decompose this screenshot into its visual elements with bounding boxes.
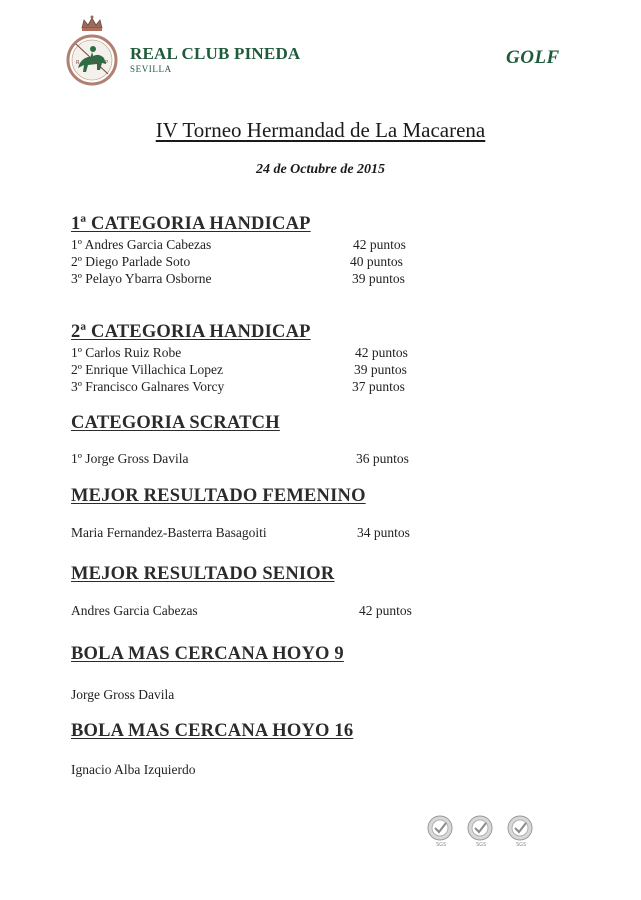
section-heading: MEJOR RESULTADO SENIOR (71, 564, 335, 584)
section-heading: BOLA MAS CERCANA HOYO 9 (71, 644, 344, 664)
result-points: 39 puntos (352, 271, 405, 286)
tournament-date: 24 de Octubre de 2015 (255, 162, 386, 177)
sport-label: GOLF (506, 47, 560, 68)
result-name: 1º Jorge Gross Davila (71, 451, 189, 466)
result-points: 36 puntos (356, 451, 409, 466)
result-name: 3º Francisco Galnares Vorcy (71, 379, 225, 394)
result-points: 42 puntos (359, 603, 412, 618)
club-name: REAL CLUB PINEDA (130, 44, 301, 63)
result-name: 1º Andres Garcia Cabezas (71, 237, 212, 252)
result-name: 1º Carlos Ruiz Robe (71, 345, 182, 360)
section-heading: CATEGORIA SCRATCH (71, 413, 280, 433)
result-name: 3º Pelayo Ybarra Osborne (71, 271, 212, 286)
tournament-title: IV Torneo Hermandad de La Macarena (155, 118, 486, 142)
section-heading: BOLA MAS CERCANA HOYO 16 (71, 721, 354, 741)
result-points: 42 puntos (353, 237, 406, 252)
result-points: 42 puntos (355, 345, 408, 360)
result-points: 34 puntos (357, 525, 410, 540)
certification-seal-icon (468, 816, 492, 848)
section-heading: 2ª CATEGORIA HANDICAP (71, 322, 311, 342)
svg-text:P: P (105, 60, 109, 66)
result-name: Maria Fernandez-Basterra Basagoiti (71, 525, 267, 540)
certification-seal-icon (428, 816, 452, 848)
result-name: 2º Diego Parlade Soto (71, 254, 191, 269)
result-name: Jorge Gross Davila (71, 687, 175, 702)
certification-badges (424, 814, 544, 848)
svg-text:R: R (76, 60, 80, 66)
result-name: Ignacio Alba Izquierdo (71, 762, 196, 777)
result-points: 40 puntos (350, 254, 403, 269)
result-points: 39 puntos (354, 362, 407, 377)
section-heading: MEJOR RESULTADO FEMENINO (71, 486, 366, 506)
section-heading: 1ª CATEGORIA HANDICAP (71, 214, 311, 234)
result-name: Andres Garcia Cabezas (71, 603, 198, 618)
svg-text:SGS: SGS (436, 842, 447, 848)
club-city: SEVILLA (130, 64, 172, 74)
club-crest-icon (64, 14, 120, 90)
result-points: 37 puntos (352, 379, 405, 394)
result-name: 2º Enrique Villachica Lopez (71, 362, 223, 377)
svg-text:SGS: SGS (476, 842, 487, 848)
certification-seal-icon (508, 816, 532, 848)
svg-text:SGS: SGS (516, 842, 527, 848)
